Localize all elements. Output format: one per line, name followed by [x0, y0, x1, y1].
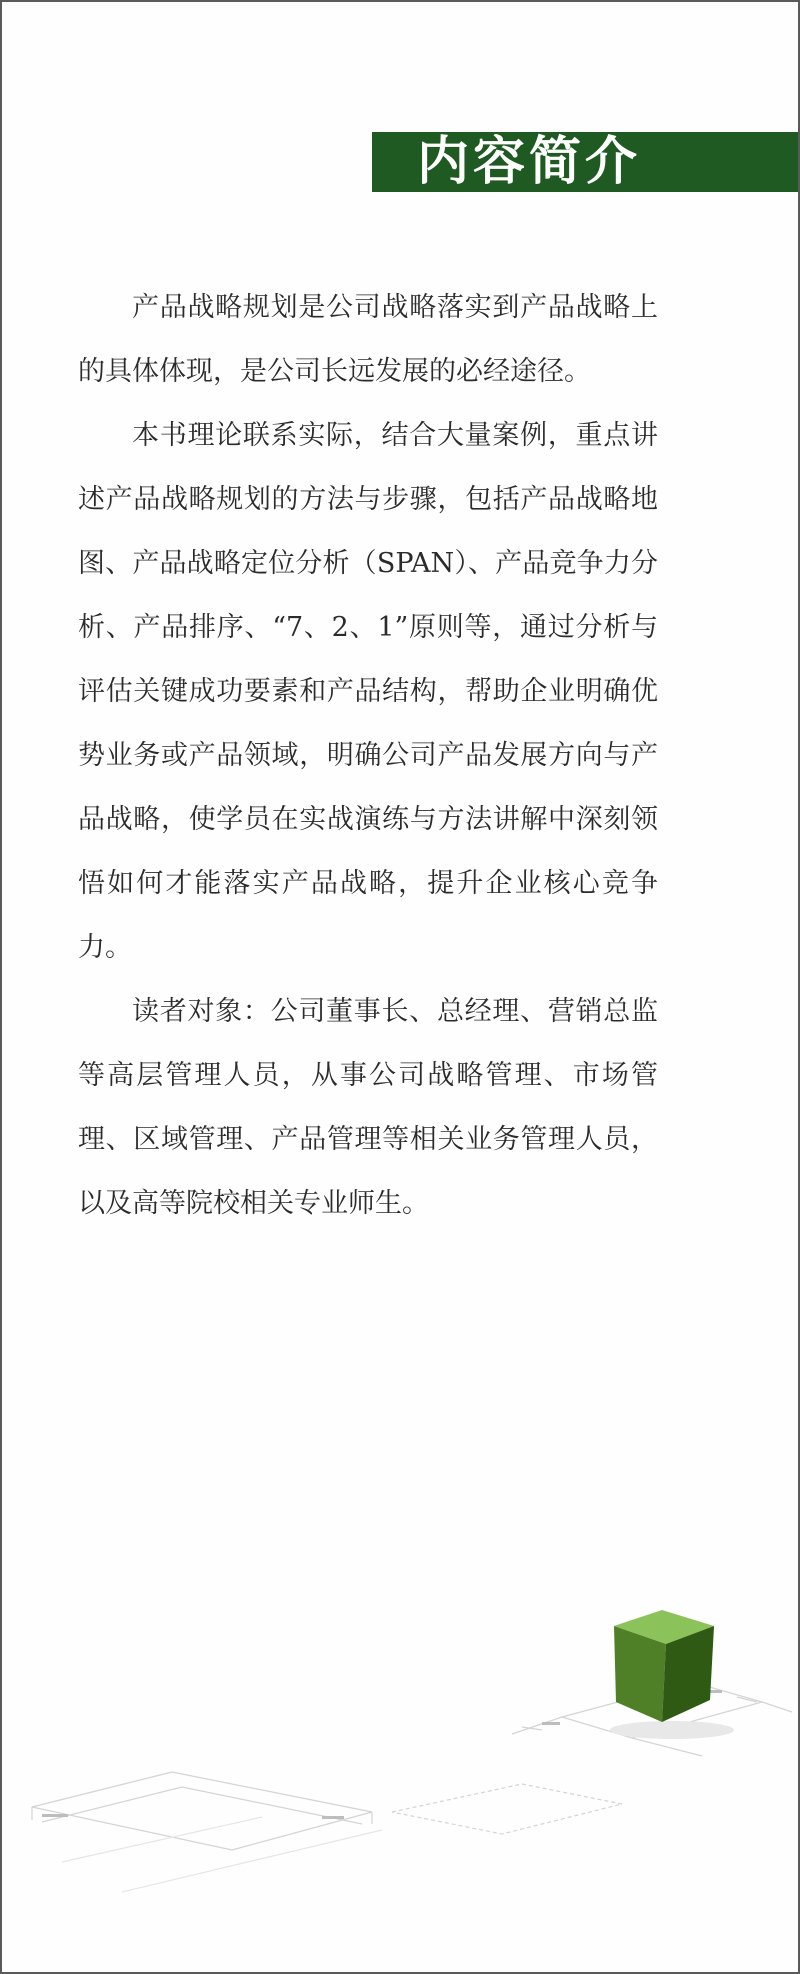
green-cube — [614, 1610, 714, 1722]
synopsis-paragraph-3: 读者对象：公司董事长、总经理、营销总监等高层管理人员，从事公司战略管理、市场管理、区域管理、产品管理等相关业务管理人员，以及高等院校相关专业师生。 — [78, 996, 658, 1219]
cube-shadow — [610, 1721, 734, 1739]
blueprint-cube-illustration — [2, 1562, 798, 1972]
synopsis-paragraph-2: 本书理论联系实际，结合大量案例，重点讲述产品战略规划的方法与步骤，包括产品战略地图、产品战略定位分析（SPAN）、产品竞争力分析、产品排序、“7、2、1”原则等，通过分析与评估关键成功要素和产品结构，帮助企业明确优势业务或产品领域，明确公司产品发展方向与产品战略，使学员在实战演练与方法讲解中深刻领悟如何才能落实产品战略，提升企业核心竞争力。 — [78, 420, 658, 963]
synopsis-paragraph-1: 产品战略规划是公司战略落实到产品战略上的具体体现，是公司长远发展的必经途径。 — [78, 292, 658, 387]
synopsis-body — [78, 276, 658, 1236]
section-title-banner — [372, 132, 800, 192]
section-title: 内容简介 — [417, 131, 642, 192]
blueprint-annotations — [42, 1690, 722, 1819]
